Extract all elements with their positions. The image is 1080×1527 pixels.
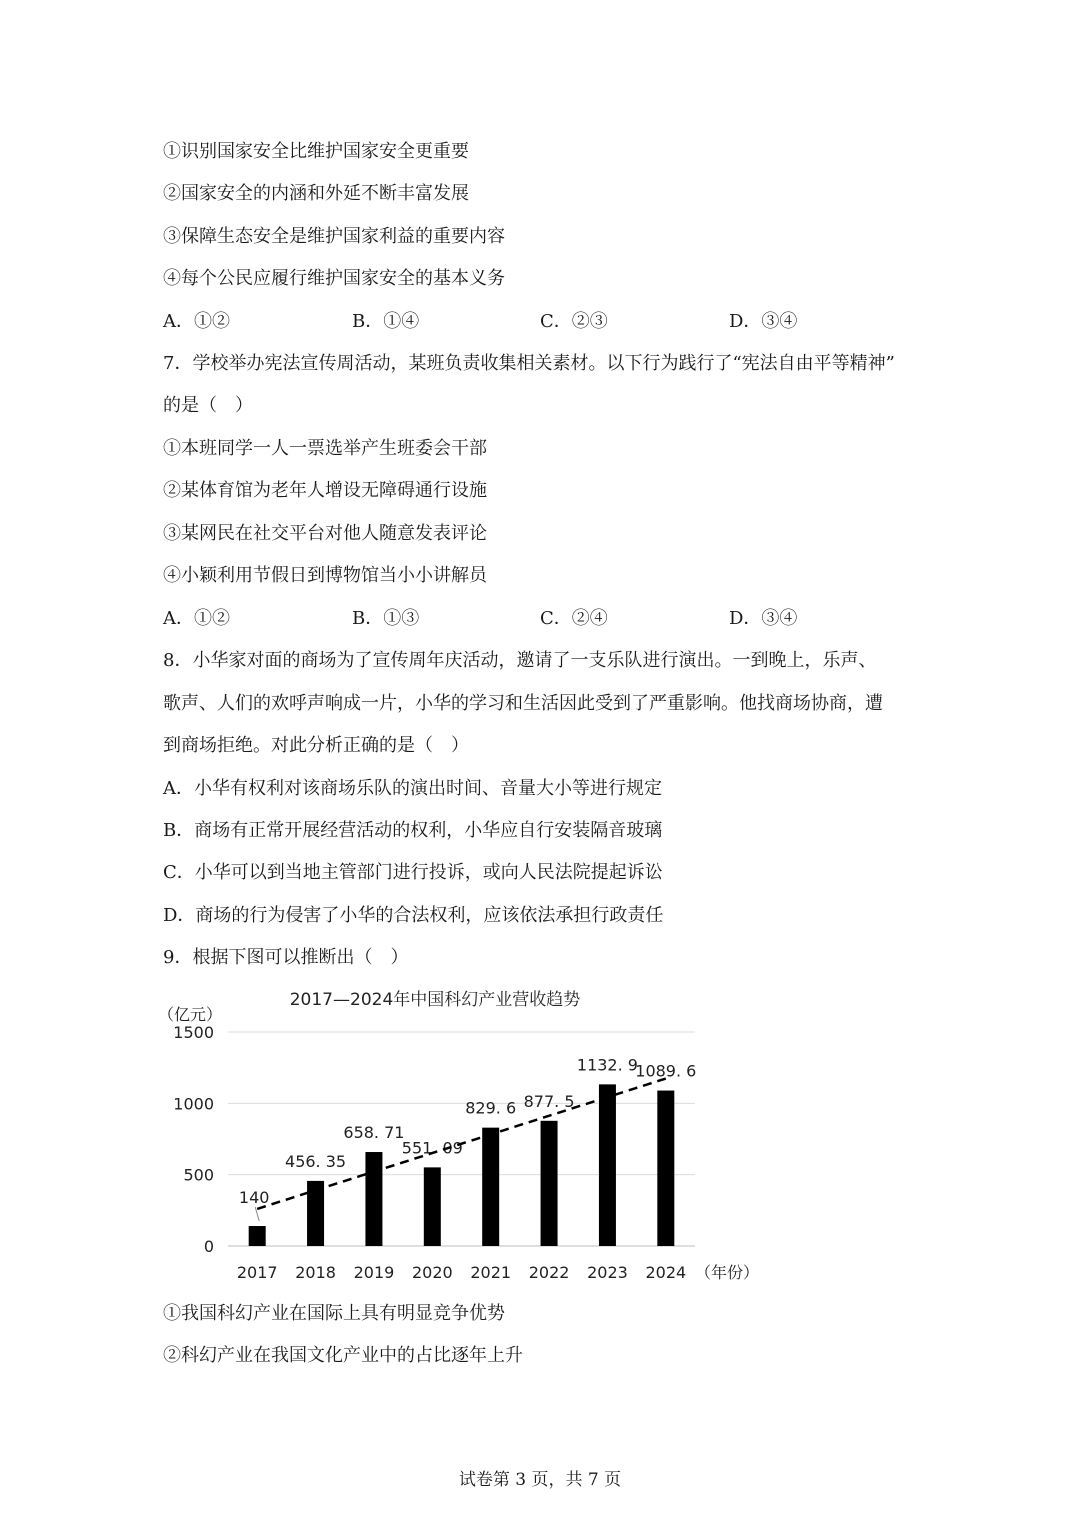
- q7-item-4: ④小颖利用节假日到博物馆当小小讲解员: [163, 565, 487, 586]
- q7-option-a: A．①②: [163, 608, 230, 629]
- q6-item-3: ③保障生态安全是维护国家利益的重要内容: [163, 226, 505, 247]
- q8-stem-line-3: 到商场拒绝。对此分析正确的是（ ）: [163, 735, 469, 756]
- y-tick-label-500: 500: [183, 1165, 214, 1185]
- data-label-2020: 551. 09: [401, 1138, 463, 1158]
- q8-option-b: B．商场有正常开展经营活动的权利，小华应自行安装隔音玻璃: [163, 820, 663, 841]
- data-label-2022: 877. 5: [523, 1091, 575, 1111]
- q7-option-b: B．①③: [352, 608, 420, 629]
- q7-item-3: ③某网民在社交平台对他人随意发表评论: [163, 523, 487, 544]
- bar-2019: [365, 1152, 382, 1246]
- x-tick-label-2024: 2024: [645, 1263, 687, 1282]
- q6-option-a: A．①②: [163, 311, 230, 332]
- q9-item-2: ②科幻产业在我国文化产业中的占比逐年上升: [163, 1345, 523, 1366]
- q6-option-d: D．③④: [729, 311, 798, 332]
- q9-stem: 9．根据下图可以推断出（ ）: [163, 947, 409, 968]
- y-tick-label-1000: 1000: [173, 1094, 214, 1114]
- data-label-2023: 1132. 9: [576, 1055, 638, 1075]
- x-tick-label-2021: 2021: [470, 1263, 512, 1282]
- bar-2023: [599, 1084, 616, 1246]
- bar-2022: [541, 1121, 558, 1246]
- chart-title: 2017—2024年中国科幻产业营收趋势: [289, 990, 581, 1010]
- x-tick-label-2020: 2020: [411, 1263, 453, 1282]
- q8-stem-line-1: 8．小华家对面的商场为了宣传周年庆活动，邀请了一支乐队进行演出。一到晚上，乐声、: [163, 650, 877, 671]
- x-tick-label-2017: 2017: [236, 1263, 278, 1282]
- y-tick-label-1500: 1500: [173, 1023, 214, 1042]
- x-tick-label-2019: 2019: [353, 1263, 395, 1282]
- q7-stem-line-1: 7．学校举办宪法宣传周活动，某班负责收集相关素材。以下行为践行了“宪法自由平等精神”: [163, 353, 895, 374]
- data-label-2019: 658. 71: [343, 1123, 405, 1143]
- q8-option-c: C．小华可以到当地主管部门进行投诉，或向人民法院提起诉讼: [163, 862, 663, 883]
- x-tick-label-2023: 2023: [587, 1263, 628, 1282]
- q7-item-2: ②某体育馆为老年人增设无障碍通行设施: [163, 480, 487, 501]
- q6-item-2: ②国家安全的内涵和外延不断丰富发展: [163, 183, 469, 204]
- x-tick-label-2022: 2022: [528, 1263, 570, 1282]
- q8-option-a: A．小华有权利对该商场乐队的演出时间、音量大小等进行规定: [163, 778, 662, 799]
- x-axis-label: （年份）: [695, 1263, 760, 1282]
- q7-option-d: D．③④: [729, 608, 798, 629]
- y-axis-label: （亿元）: [158, 1005, 223, 1024]
- revenue-bar-chart: [150, 985, 760, 1290]
- data-label-2018: 456. 35: [285, 1151, 347, 1171]
- q7-option-c: C．②④: [540, 608, 608, 629]
- q8-stem-line-2: 歌声、人们的欢呼声响成一片，小华的学习和生活因此受到了严重影响。他找商场协商，遭: [163, 693, 883, 714]
- y-tick-label-0: 0: [203, 1237, 214, 1256]
- q6-option-b: B．①④: [352, 311, 420, 332]
- bar-2017: [249, 1226, 266, 1246]
- data-label-2021: 829. 6: [465, 1098, 517, 1118]
- q6-item-4: ④每个公民应履行维护国家安全的基本义务: [163, 268, 505, 289]
- q7-stem-line-2: 的是（ ）: [163, 395, 253, 416]
- bar-2020: [424, 1167, 441, 1246]
- q9-item-1: ①我国科幻产业在国际上具有明显竞争优势: [163, 1303, 505, 1324]
- bar-2024: [657, 1091, 674, 1246]
- x-tick-label-2018: 2018: [295, 1263, 336, 1282]
- bar-2021: [482, 1128, 499, 1246]
- page-footer: 试卷第 3 页，共 7 页: [458, 1470, 622, 1490]
- data-label-2017: 140: [238, 1188, 270, 1208]
- q6-item-1: ①识别国家安全比维护国家安全更重要: [163, 141, 469, 162]
- data-label-2024: 1089. 6: [635, 1061, 697, 1081]
- q7-item-1: ①本班同学一人一票选举产生班委会干部: [163, 438, 487, 459]
- q8-option-d: D．商场的行为侵害了小华的合法权利，应该依法承担行政责任: [163, 905, 664, 926]
- q6-option-c: C．②③: [540, 311, 608, 332]
